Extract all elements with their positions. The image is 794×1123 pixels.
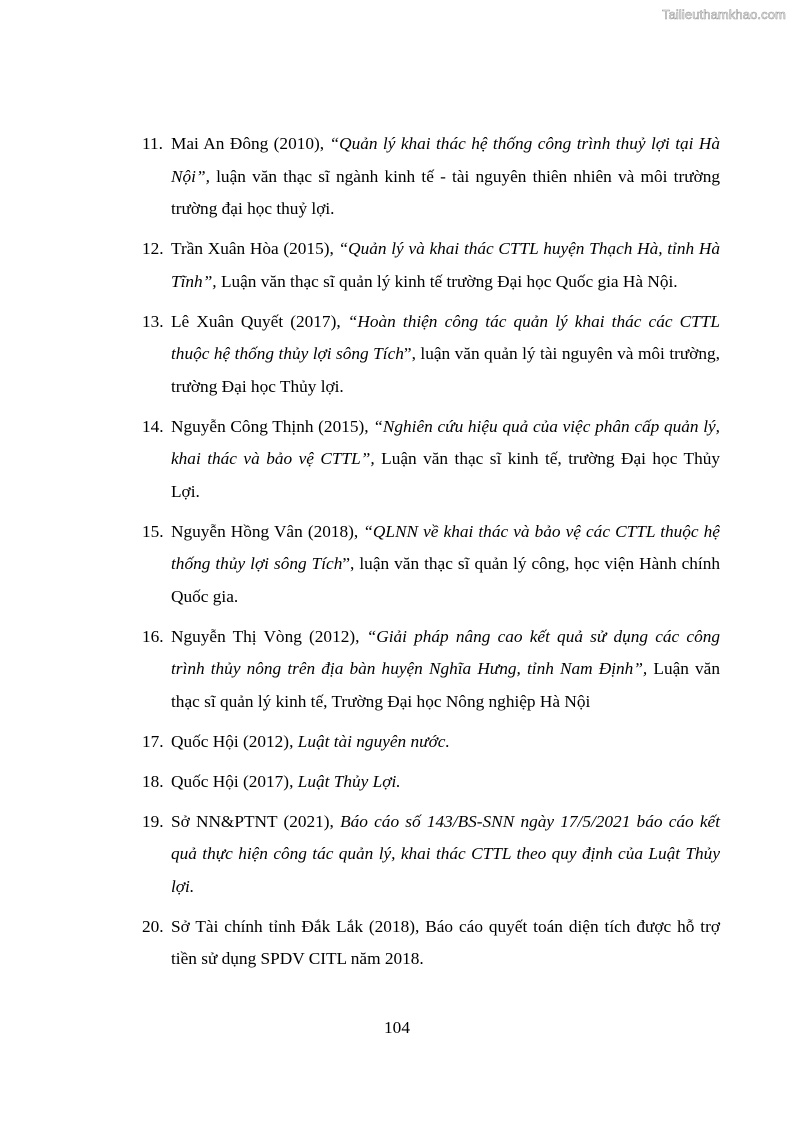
reference-details: Luận văn thạc sĩ quản lý kinh tế trường Đại học Quốc gia Hà Nội. <box>216 271 678 291</box>
reference-number: 11. <box>142 134 163 153</box>
reference-author: Sở Tài chính tỉnh Đắk Lắk (2018), Báo cáo quyết toán diện tích được hỗ trợ tiền sử dụng SPDV CITL năm 2018. <box>171 916 720 968</box>
reference-item-13 <box>142 306 720 404</box>
reference-author: Nguyễn Thị Vòng (2012), <box>171 626 367 646</box>
reference-title: “Nghiên cứu hiệu quả của việc phân cấp quản lý, khai thác và bảo vệ CTTL”, <box>171 416 720 468</box>
reference-author: Sở NN&PTNT (2021), <box>171 811 341 831</box>
reference-number: 12. <box>142 239 164 258</box>
reference-item-17 <box>142 726 720 759</box>
reference-number: 19. <box>142 811 164 831</box>
reference-item-18 <box>142 766 720 799</box>
reference-author: Trần Xuân Hòa (2015), <box>171 239 339 258</box>
reference-details: luận văn thạc sĩ ngành kinh tế - tài nguyên thiên nhiên và môi trường trường đại học thuỷ lợi. <box>171 166 720 218</box>
reference-author: Nguyễn Hồng Vân (2018), <box>171 521 364 541</box>
reference-list <box>142 128 720 983</box>
reference-title: “QLNN về khai thác và bảo vệ các CTTL thuộc hệ thống thủy lợi sông Tích <box>171 521 720 573</box>
reference-title: “Hoàn thiện công tác quản lý khai thác các CTTL thuộc hệ thống thủy lợi sông Tích <box>171 311 720 363</box>
reference-title: “Quản lý khai thác hệ thống công trình thuỷ lợi tại Hà Nội”, <box>171 134 720 186</box>
watermark-text: Tailieuthamkhao.com <box>661 7 786 22</box>
reference-title: “Giải pháp nâng cao kết quả sử dụng các công trình thủy nông trên địa bàn huyện Nghĩa Hưng, tỉnh Nam Định”, <box>171 626 720 678</box>
reference-item-16 <box>142 621 720 719</box>
reference-author: Quốc Hội (2017), <box>171 771 298 791</box>
reference-item-14 <box>142 411 720 509</box>
reference-number: 14. <box>142 416 164 436</box>
reference-author: Mai An Đông (2010), <box>171 134 330 153</box>
reference-item-15 <box>142 516 720 614</box>
reference-title: Luật tài nguyên nước. <box>297 731 450 751</box>
reference-details: Luận văn thạc sĩ kinh tế, trường Đại học Thủy Lợi. <box>171 449 720 501</box>
reference-title: “Quản lý và khai thác CTTL huyện Thạch Hà, tỉnh Hà Tĩnh”, <box>171 239 720 291</box>
reference-number: 20. <box>142 916 164 936</box>
reference-item-12 <box>142 233 720 298</box>
reference-author: Nguyễn Công Thịnh (2015), <box>171 416 374 436</box>
reference-number: 16. <box>142 626 164 646</box>
reference-number: 18. <box>142 771 164 791</box>
page-number: 104 <box>384 1018 410 1037</box>
reference-details: ”, luận văn thạc sĩ quản lý công, học viện Hành chính Quốc gia. <box>171 554 720 606</box>
reference-author: Lê Xuân Quyết (2017), <box>171 311 348 331</box>
reference-item-11 <box>142 128 720 226</box>
reference-title: Báo cáo số 143/BS-SNN ngày 17/5/2021 báo cáo kết quả thực hiện công tác quản lý, khai thác CTTL theo quy định của Luật Thủy lợi. <box>171 811 720 896</box>
reference-number: 13. <box>142 311 164 331</box>
reference-item-19 <box>142 806 720 904</box>
reference-author: Quốc Hội (2012), <box>171 731 298 751</box>
reference-item-20 <box>142 911 720 976</box>
reference-details: ”, luận văn quản lý tài nguyên và môi trường, trường Đại học Thủy lợi. <box>171 344 720 396</box>
reference-title: Luật Thủy Lợi. <box>297 771 401 791</box>
reference-details: Luận văn thạc sĩ quản lý kinh tế, Trường Đại học Nông nghiệp Hà Nội <box>171 659 720 711</box>
reference-number: 15. <box>142 521 164 541</box>
reference-number: 17. <box>142 731 164 751</box>
